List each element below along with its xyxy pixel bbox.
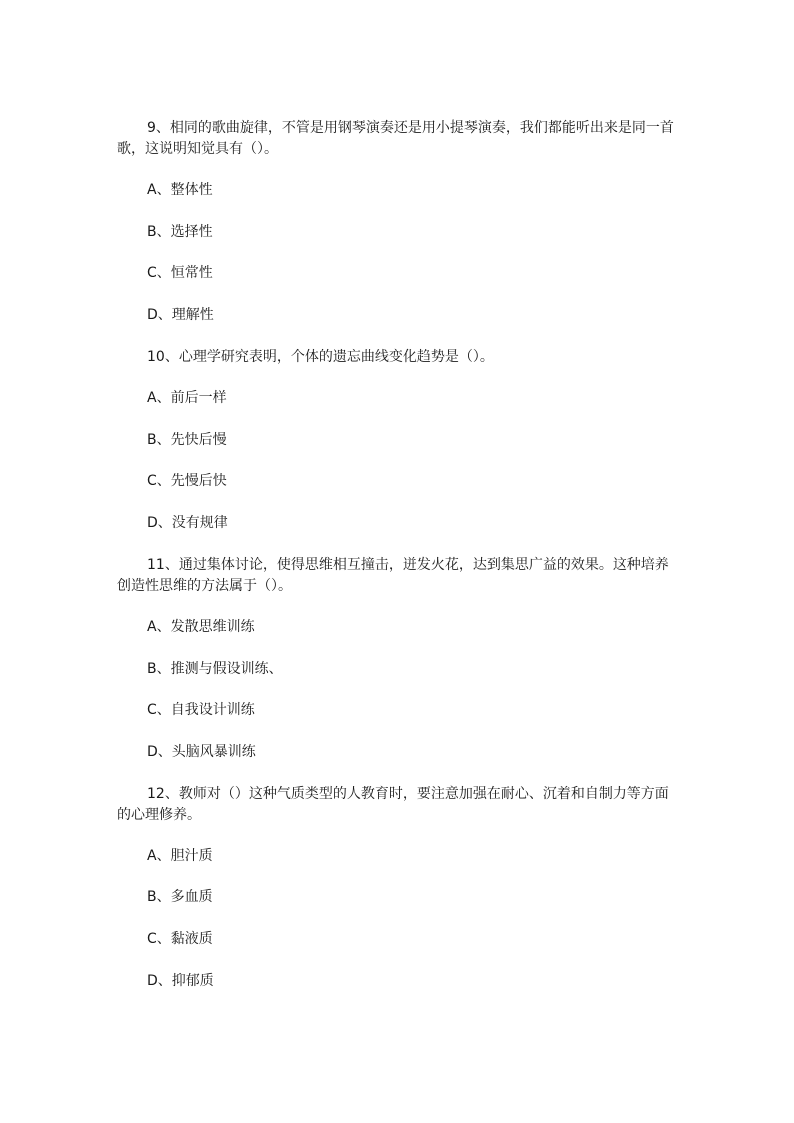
question-11-text: 11、通过集体讨论，使得思维相互撞击，迸发火花，达到集思广益的效果。这种培养创造性思维的方法属于（）。 (117, 557, 669, 594)
question-11-option-c: C、自我设计训练 (147, 702, 255, 718)
question-10-option-d: D、没有规律 (147, 515, 228, 531)
question-12-option-a: A、胆汁质 (147, 848, 213, 864)
question-10-option-b: B、先快后慢 (147, 432, 227, 448)
question-12-option-c: C、黏液质 (147, 931, 213, 947)
question-10-text: 10、心理学研究表明，个体的遗忘曲线变化趋势是（）。 (147, 349, 494, 365)
question-9-option-d: D、理解性 (147, 307, 214, 323)
question-12-option-d: D、抑郁质 (147, 973, 214, 989)
question-11-option-a: A、发散思维训练 (147, 619, 255, 635)
question-11-option-b: B、推测与假设训练、 (147, 661, 283, 677)
question-9-text: 9、相同的歌曲旋律，不管是用钢琴演奏还是用小提琴演奏，我们都能听出来是同一首歌，这说明知觉具有（）。 (117, 120, 674, 157)
question-9-option-a: A、整体性 (147, 182, 213, 198)
question-9-option-b: B、选择性 (147, 224, 213, 240)
question-10-option-c: C、先慢后快 (147, 473, 227, 489)
question-10-option-a: A、前后一样 (147, 390, 227, 406)
question-12-option-b: B、多血质 (147, 889, 213, 905)
question-9-option-c: C、恒常性 (147, 265, 213, 281)
question-11-option-d: D、头脑风暴训练 (147, 744, 256, 760)
question-12-text: 12、教师对（）这种气质类型的人教育时，要注意加强在耐心、沉着和自制力等方面的心理修养。 (117, 786, 669, 823)
